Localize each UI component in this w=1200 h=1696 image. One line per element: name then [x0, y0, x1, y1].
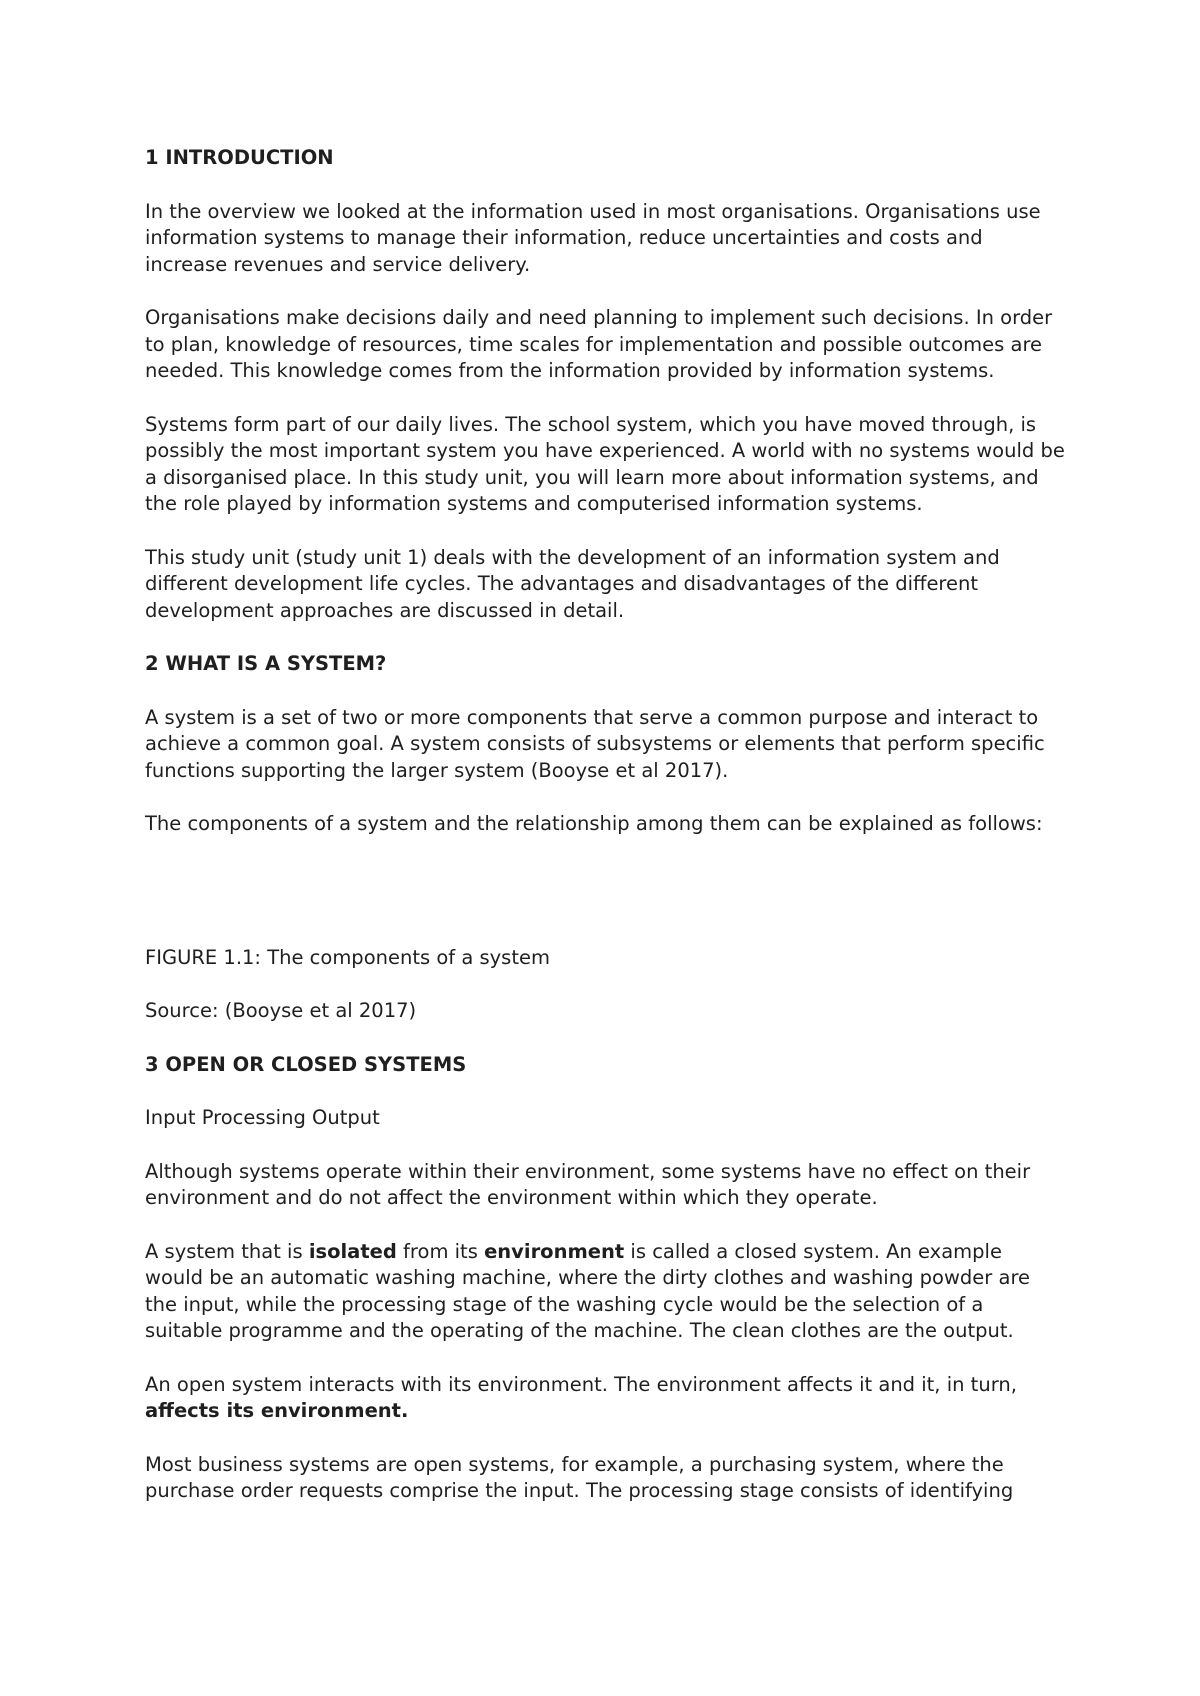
figure-source: Source: (Booyse et al 2017): [145, 999, 417, 1022]
paragraph: Systems form part of our daily lives. The school system, which you have moved through, is possibly the most important system you have experienced. A world with no systems would be a disorganised place. In this study unit, you will learn more about information systems, and the role played by information systems and computerised information systems.: [145, 412, 1065, 515]
figure-placeholder: [145, 865, 1065, 945]
paragraph: Most business systems are open systems, for example, a purchasing system, where the purchase order requests comprise the input. The processing stage consists of identifying: [145, 1452, 1014, 1502]
paragraph: Organisations make decisions daily and need planning to implement such decisions. In order to plan, knowledge of resources, time scales for implementation and possible outcomes are needed. This knowledge comes from the information provided by information systems.: [145, 306, 1053, 382]
bold-term-affects-environment: affects its environment.: [145, 1399, 409, 1422]
paragraph: Input Processing Output: [145, 1106, 380, 1129]
document-body: [145, 145, 1065, 1532]
paragraph: In the overview we looked at the information used in most organisations. Organisations use information systems to manage their information, reduce uncertainties and costs and increase revenues and service delivery.: [145, 199, 1041, 276]
section-heading-open-or-closed-systems: 3 OPEN OR CLOSED SYSTEMS: [145, 1052, 467, 1076]
paragraph: A system is a set of two or more components that serve a common purpose and interact to achieve a common goal. A system consists of subsystems or elements that perform specific functions supporting the larger system (Booyse et al 2017).: [145, 705, 1045, 782]
paragraph: This study unit (study unit 1) deals with the development of an information system and different development life cycles. The advantages and disadvantages of the different development approaches are discussed in detail.: [145, 545, 1000, 622]
text-run: A system that is: [145, 1239, 309, 1263]
paragraph: The components of a system and the relationship among them can be explained as follows:: [145, 812, 1043, 835]
text-run: An open system interacts with its environment. The environment affects it and it, in turn,: [145, 1372, 1017, 1396]
section-heading-introduction: 1 INTRODUCTION: [145, 146, 334, 169]
text-run: is called a closed system. An example would be an automatic washing machine, where the dirty clothes and washing powder are the input, while the processing stage of the washing cycle would be the selection of a suitable programme and the operating of the machine. The clean clothes are the output.: [145, 1239, 1031, 1342]
bold-term-environment: environment: [484, 1239, 625, 1263]
text-run: from its: [396, 1239, 485, 1263]
bold-term-isolated: isolated: [308, 1239, 397, 1263]
section-heading-what-is-a-system: 2 WHAT IS A SYSTEM?: [145, 652, 387, 675]
paragraph-open-system: [145, 1372, 1065, 1425]
figure-caption: FIGURE 1.1: The components of a system: [145, 945, 550, 969]
paragraph: Although systems operate within their environment, some systems have no effect on their environment and do not affect the environment within which they operate.: [145, 1159, 1031, 1209]
paragraph-closed-system: [145, 1239, 1065, 1345]
